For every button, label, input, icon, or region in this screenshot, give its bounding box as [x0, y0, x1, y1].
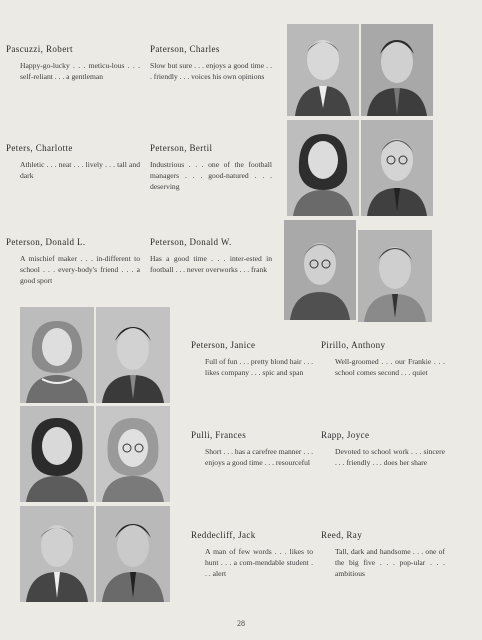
entry-rapp	[321, 430, 449, 468]
student-description: Happy-go-lucky . . . meticu-lous . . . self-reliant . . . a gentleman	[20, 61, 140, 81]
entry-peterson-janice	[191, 340, 315, 378]
photo-pirillo	[96, 307, 170, 403]
photo-paterson	[361, 24, 433, 116]
entry-pulli	[191, 430, 315, 468]
photo-reed	[96, 506, 170, 602]
student-description: Full of fun . . . pretty blond hair . . . likes company . . . spic and span	[205, 357, 313, 377]
photo-peterson-bertil	[361, 120, 433, 216]
entry-pascuzzi	[6, 44, 146, 82]
student-name: Pirillo, Anthony	[321, 340, 386, 350]
photo-rapp	[96, 406, 170, 502]
student-name: Pascuzzi, Robert	[6, 44, 73, 54]
entry-peterson-donald-l	[6, 237, 146, 286]
entry-reddecliff	[191, 530, 315, 579]
student-description: Slow but sure . . . enjoys a good time . . . friendly . . . voices his own opinions	[150, 61, 272, 81]
student-description: Tall, dark and handsome . . . one of the big five . . . pop-ular . . . ambitious	[335, 547, 445, 578]
photo-peterson-donald-l	[284, 220, 356, 320]
entry-paterson	[150, 44, 290, 82]
student-name: Paterson, Charles	[150, 44, 220, 54]
photo-pulli	[20, 406, 94, 502]
entry-peterson-donald-w	[150, 237, 290, 275]
student-description: Industrious . . . one of the football managers . . . good-natured . . . deserving	[150, 160, 272, 191]
photo-peterson-janice	[20, 307, 94, 403]
student-name: Reddecliff, Jack	[191, 530, 256, 540]
student-description: A man of few words . . . likes to hunt . . . a com-mendable student . . . alert	[205, 547, 313, 578]
student-name: Peterson, Bertil	[150, 143, 213, 153]
photo-peterson-donald-w	[358, 230, 432, 322]
student-description: Short . . . has a carefree manner . . . enjoys a good time . . . resourceful	[205, 447, 313, 467]
entry-pirillo	[321, 340, 449, 378]
student-name: Peterson, Donald L.	[6, 237, 86, 247]
student-name: Peterson, Janice	[191, 340, 256, 350]
student-description: Well-groomed . . . our Frankie . . . school comes second . . . quiet	[335, 357, 445, 377]
entry-peterson-bertil	[150, 143, 290, 192]
entry-peters	[6, 143, 146, 181]
student-name: Rapp, Joyce	[321, 430, 370, 440]
student-name: Peters, Charlotte	[6, 143, 73, 153]
student-description: Has a good time . . . inter-ested in football . . . never overworks . . . frank	[150, 254, 272, 274]
photo-pascuzzi	[287, 24, 359, 116]
student-description: Athletic . . . neat . . . lively . . . tall and dark	[20, 160, 140, 180]
student-name: Reed, Ray	[321, 530, 363, 540]
student-name: Pulli, Frances	[191, 430, 247, 440]
page-number: 28	[237, 619, 245, 628]
student-description: Devoted to school work . . . sincere . . . friendly . . . does her share	[335, 447, 445, 467]
student-description: A mischief maker . . . in-different to school . . . every-body's friend . . . a good sport	[20, 254, 140, 285]
photo-peters	[287, 120, 359, 216]
photo-reddecliff	[20, 506, 94, 602]
student-name: Peterson, Donald W.	[150, 237, 232, 247]
entry-reed	[321, 530, 449, 579]
